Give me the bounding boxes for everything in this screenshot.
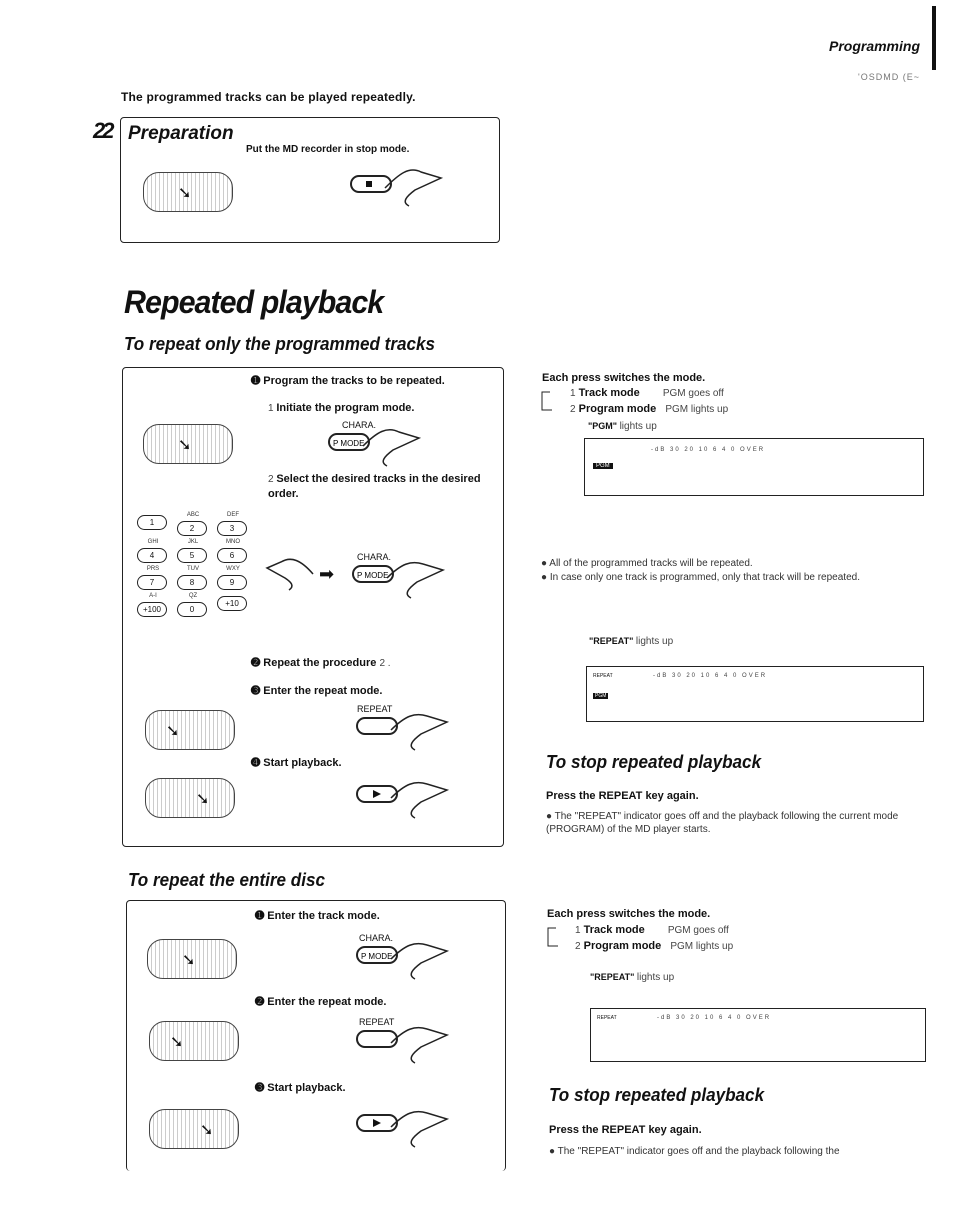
- r2-repeat-lights-text: lights up: [636, 972, 675, 983]
- key-3[interactable]: 3: [217, 521, 247, 536]
- r2-mode2: [547, 940, 733, 952]
- s1-step2: ➋ Repeat the procedure 2 .: [251, 657, 391, 669]
- keypad: [137, 512, 267, 617]
- remote-icon: ➘: [143, 424, 233, 464]
- key-2[interactable]: 2: [177, 521, 207, 536]
- s2-pmode-key-text: P MODE: [361, 952, 393, 961]
- r1-mode1-desc: PGM goes off: [662, 388, 724, 399]
- key-label-4: GHI: [147, 539, 159, 545]
- r1-stop-note-text: The "REPEAT" indicator goes off and the playback following the current mode (PROGRAM) of the MD player starts.: [546, 811, 899, 835]
- r2-mode1-name: Track mode: [583, 924, 645, 936]
- r2-repeat-lights: [590, 972, 674, 983]
- s2-chara-label: CHARA.: [359, 933, 394, 943]
- chara-label: CHARA.: [342, 420, 377, 430]
- r2-stop-note-text: The "REPEAT" indicator goes off and the playback following the: [557, 1146, 840, 1157]
- key-9[interactable]: 9: [217, 575, 247, 590]
- pmode-key-text-2: P MODE: [357, 571, 389, 580]
- preparation-title: Preparation: [128, 123, 234, 144]
- arrow-right-icon: ➡: [319, 564, 335, 584]
- remote-icon: ➘: [149, 1021, 239, 1061]
- r2-repeat-label: "REPEAT": [590, 972, 635, 982]
- key-label-5: JKL: [187, 539, 199, 545]
- pgm-indicator: PGM: [593, 463, 613, 469]
- r1-each-press: Each press switches the mode.: [542, 372, 706, 384]
- mode-cycle-bracket-2: [544, 926, 564, 950]
- r1-mode1: [538, 387, 724, 399]
- key-label-9: WXY: [226, 566, 240, 572]
- s1-step4-text: Start playback.: [263, 757, 342, 769]
- s1-step1: ➊ Program the tracks to be repeated.: [251, 375, 445, 387]
- s2-step2-text: Enter the repeat mode.: [267, 996, 387, 1008]
- s1-step1a-text: Initiate the program mode.: [276, 402, 415, 414]
- r2-mode2-num: 2: [575, 941, 581, 952]
- r2-each-press: Each press switches the mode.: [547, 908, 711, 920]
- mode-cycle-bracket: [538, 390, 558, 414]
- level-scale-3: -dB 30 20 10 6 4 0 OVER: [657, 1015, 772, 1021]
- pgm-indicator-2: PGM: [595, 693, 607, 699]
- key-plus10[interactable]: +10: [217, 596, 247, 611]
- key-4[interactable]: 4: [137, 548, 167, 563]
- r1-pgm-lights: [588, 421, 657, 432]
- hand-icon: [263, 552, 323, 592]
- chara-label-2: CHARA.: [357, 552, 392, 562]
- r2-mode1-desc: PGM goes off: [667, 925, 729, 936]
- r1-note-1-text: All of the programmed tracks will be repeated.: [549, 558, 753, 569]
- s2-step2: ➋ Enter the repeat mode.: [255, 996, 387, 1008]
- r1-display-pgm: [584, 438, 924, 496]
- level-scale: -dB 30 20 10 6 4 0 OVER: [651, 447, 766, 453]
- r1-stop-note: ● The "REPEAT" indicator goes off and the playback following the current mode (PROGRAM) of the MD player starts.: [546, 811, 899, 835]
- key-label-7: PRS: [146, 566, 160, 572]
- key-8[interactable]: 8: [177, 575, 207, 590]
- r1-pgm-lights-text: lights up: [619, 421, 657, 432]
- key-label-8: TUV: [187, 566, 199, 572]
- main-title: Repeated playback: [124, 284, 384, 320]
- s2-step1-text: Enter the track mode.: [267, 910, 380, 922]
- model-code: 'OSDMD (E~: [858, 72, 920, 82]
- repeat-indicator: REPEAT: [593, 673, 613, 679]
- pmode-key-hand-icon: [327, 426, 427, 474]
- key-5[interactable]: 5: [177, 548, 207, 563]
- remote-icon: ➘: [147, 939, 237, 979]
- r1-stop-press: Press the REPEAT key again.: [546, 790, 699, 802]
- key-7[interactable]: 7: [137, 575, 167, 590]
- s1-step1b-text: Select the desired tracks in the desired order.: [268, 473, 481, 500]
- repeat-key-label: REPEAT: [357, 704, 393, 714]
- s2-repeat-key-hand-icon: [355, 1025, 455, 1069]
- key-label-100: A-I: [149, 593, 157, 599]
- r1-stop-title: To stop repeated playback: [546, 752, 762, 772]
- intro-text: The programmed tracks can be played repeatedly.: [121, 90, 416, 104]
- key-1[interactable]: 1: [137, 515, 167, 530]
- pmode-key-hand-icon-2: [351, 560, 451, 608]
- page-number: 22: [93, 118, 112, 143]
- s2-play-key-hand-icon: [355, 1109, 455, 1153]
- remote-icon: ➘: [145, 778, 235, 818]
- r2-mode1-num: 1: [575, 925, 581, 936]
- stop-key-hand-icon: [349, 162, 449, 212]
- r2-stop-title: To stop repeated playback: [549, 1085, 765, 1105]
- r1-mode1-name: Track mode: [578, 387, 640, 399]
- r1-mode2: [538, 403, 728, 415]
- r1-mode2-name: Program mode: [578, 403, 657, 415]
- repeat-indicator-2: REPEAT: [597, 1015, 617, 1021]
- s1-step3: ➌ Enter the repeat mode.: [251, 685, 383, 697]
- play-key-hand-icon: [355, 780, 455, 820]
- s1-step3-text: Enter the repeat mode.: [263, 685, 383, 697]
- s1-step1-text: Program the tracks to be repeated.: [263, 375, 445, 387]
- key-label-3: DEF: [227, 512, 239, 518]
- s1-step2-ref: 2 .: [379, 658, 391, 669]
- r2-stop-press: Press the REPEAT key again.: [549, 1124, 702, 1136]
- r1-note-1: ● All of the programmed tracks will be repeated.: [541, 558, 753, 569]
- r1-repeat-lights: [589, 636, 673, 647]
- r1-repeat-lights-text: lights up: [635, 636, 674, 647]
- s2-repeat-key-label: REPEAT: [359, 1017, 395, 1027]
- section1-box: [122, 367, 504, 847]
- key-label-0: QZ: [188, 593, 198, 599]
- preparation-text: Put the MD recorder in stop mode.: [246, 144, 410, 155]
- level-scale-2: -dB 30 20 10 6 4 0 OVER: [653, 673, 768, 679]
- r2-mode1: [547, 924, 729, 936]
- r2-mode2-name: Program mode: [583, 940, 662, 952]
- section2-title: To repeat the entire disc: [128, 870, 326, 890]
- repeat-key-hand-icon: [355, 712, 455, 752]
- header-bar: [932, 6, 936, 70]
- section2-box: [126, 900, 506, 1171]
- preparation-box: [120, 117, 500, 243]
- r2-display-repeat: [590, 1008, 926, 1062]
- pmode-key-text: P MODE: [333, 439, 365, 448]
- r1-note-2: ● In case only one track is programmed, only that track will be repeated.: [541, 572, 860, 583]
- key-0[interactable]: 0: [177, 602, 207, 617]
- remote-icon: ➘: [143, 172, 233, 212]
- r1-mode2-desc: PGM lights up: [665, 404, 729, 415]
- key-label-2: ABC: [186, 512, 200, 518]
- section-header: Programming: [828, 38, 920, 54]
- s1-step1b: 2 Select the desired tracks in the desired order.: [268, 473, 481, 500]
- r2-mode2-desc: PGM lights up: [670, 941, 734, 952]
- r1-pgm-label: "PGM": [588, 421, 618, 431]
- s2-step1: ➊ Enter the track mode.: [255, 910, 380, 922]
- s1-step2-text: Repeat the procedure: [263, 657, 377, 669]
- section1-title: To repeat only the programmed tracks: [124, 334, 436, 354]
- r1-repeat-label: "REPEAT": [589, 636, 634, 646]
- key-6[interactable]: 6: [217, 548, 247, 563]
- key-plus100[interactable]: +100: [137, 602, 167, 617]
- s2-step3: ➌ Start playback.: [255, 1082, 346, 1094]
- remote-icon: ➘: [145, 710, 235, 750]
- s2-pmode-key-hand-icon: [355, 941, 455, 985]
- r1-mode1-num: 1: [570, 388, 576, 399]
- s2-step3-text: Start playback.: [267, 1082, 346, 1094]
- r1-note-2-text: In case only one track is programmed, only that track will be repeated.: [549, 572, 860, 583]
- s1-step4: ➍ Start playback.: [251, 757, 342, 769]
- remote-icon: ➘: [149, 1109, 239, 1149]
- r1-mode2-num: 2: [570, 404, 576, 415]
- r1-display-repeat: [586, 666, 924, 722]
- s1-step1a: 1 Initiate the program mode.: [268, 402, 415, 414]
- r2-stop-note: ● The "REPEAT" indicator goes off and the playback following the: [549, 1146, 840, 1157]
- key-label-6: MNO: [226, 539, 240, 545]
